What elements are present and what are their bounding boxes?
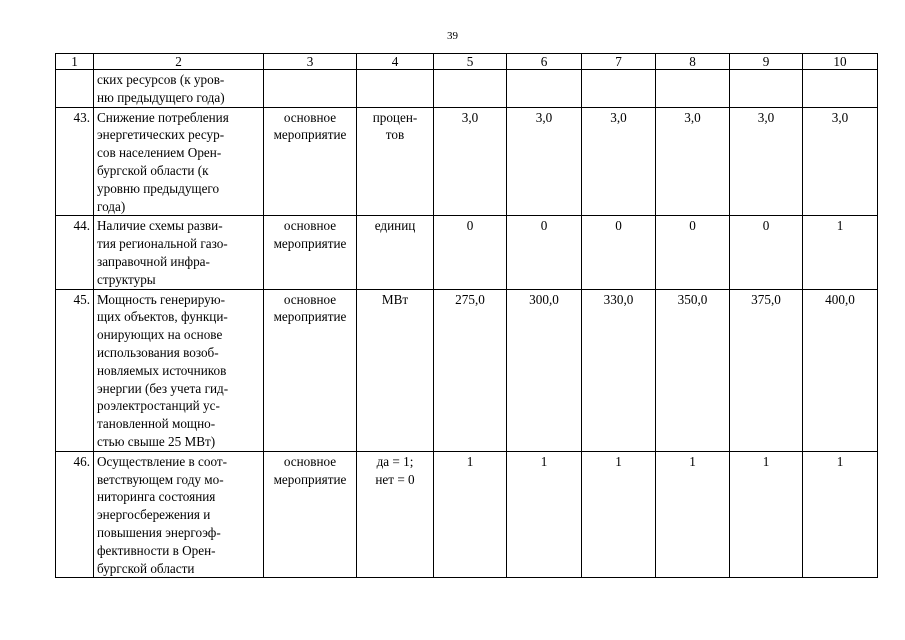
indicator-name-cell [94, 107, 264, 216]
value-cell: 1 [507, 451, 582, 578]
page-number: 39 [447, 30, 458, 42]
cell-line: энергии (без учета гид- [97, 380, 229, 396]
cell-line: энергосбережения и [97, 507, 211, 523]
header-cell: 5 [434, 54, 507, 70]
cell-line: бургской области [97, 560, 195, 576]
header-cell: 3 [264, 54, 357, 70]
cell-line: основное [283, 218, 337, 234]
value-cell: 0 [434, 216, 507, 289]
cell-line: ских ресурсов (к уров- [97, 72, 225, 87]
row-number-cell: 44. [56, 216, 94, 289]
value-cell: 1 [656, 451, 730, 578]
value-cell: 3,0 [582, 107, 656, 216]
value-cell: 1 [730, 451, 803, 578]
cell-line: структуры [97, 271, 156, 287]
cell-line: энергетических ресур- [97, 127, 225, 143]
cell-line: ниторинга состояния [97, 489, 216, 505]
value-cell: 1 [582, 451, 656, 578]
value-cell: 0 [582, 216, 656, 289]
unit-cell [357, 70, 434, 108]
measure-type-cell [264, 216, 357, 289]
cell-line: да = 1; [376, 453, 414, 469]
value-cell: 1 [434, 451, 507, 578]
value-cell [803, 70, 878, 108]
cell-line: повышения энергоэф- [97, 524, 221, 540]
indicator-name-cell [94, 289, 264, 451]
header-row [56, 54, 878, 70]
cell-line: заправочной инфра- [97, 253, 210, 269]
cell-line: тановленной мощно- [97, 416, 216, 432]
cell-line: основное [283, 291, 337, 307]
value-cell [434, 70, 507, 108]
value-cell: 1 [803, 451, 878, 578]
value-cell: 3,0 [656, 107, 730, 216]
cell-line: стью свыше 25 МВт) [97, 433, 216, 449]
value-cell: 3,0 [730, 107, 803, 216]
value-cell: 350,0 [656, 289, 730, 451]
value-cell [730, 70, 803, 108]
row-number-cell: 46. [56, 451, 94, 578]
indicator-name-cell [94, 451, 264, 578]
header-cell: 4 [357, 54, 434, 70]
value-cell: 0 [507, 216, 582, 289]
value-cell: 1 [803, 216, 878, 289]
value-cell: 3,0 [803, 107, 878, 216]
cell-line: мероприятие [273, 127, 347, 143]
value-cell: 3,0 [434, 107, 507, 216]
cell-line: щих объектов, функци- [97, 309, 228, 325]
header-cell: 9 [730, 54, 803, 70]
header-cell: 2 [94, 54, 264, 70]
row-number-cell [56, 70, 94, 108]
cell-line: ню предыдущего года) [97, 89, 225, 105]
cell-line: МВт [381, 291, 409, 307]
cell-line: использования возоб- [97, 344, 219, 360]
cell-line: процен- [372, 109, 418, 125]
measure-type-cell [264, 451, 357, 578]
measure-type-cell [264, 70, 357, 108]
header-cell: 6 [507, 54, 582, 70]
table-body [56, 54, 878, 578]
cell-line: тов [385, 127, 405, 143]
header-cell: 8 [656, 54, 730, 70]
table-row [56, 70, 878, 108]
cell-line: уровню предыдущего [97, 180, 220, 196]
unit-cell [357, 289, 434, 451]
measure-type-cell [264, 107, 357, 216]
unit-cell [357, 451, 434, 578]
value-cell: 275,0 [434, 289, 507, 451]
cell-line: Наличие схемы разви- [97, 218, 223, 234]
measure-type-cell [264, 289, 357, 451]
indicator-name-cell [94, 70, 264, 108]
cell-line: сов населением Орен- [97, 145, 222, 161]
cell-line: Снижение потребления [97, 109, 229, 125]
value-cell: 375,0 [730, 289, 803, 451]
value-cell: 400,0 [803, 289, 878, 451]
cell-line: бургской области (к [97, 162, 209, 178]
cell-line: года) [97, 198, 126, 214]
value-cell [656, 70, 730, 108]
cell-line: основное [283, 109, 337, 125]
value-cell: 300,0 [507, 289, 582, 451]
cell-line: онирующих на основе [97, 327, 223, 343]
cell-line: мероприятие [273, 309, 347, 325]
unit-cell [357, 216, 434, 289]
table-row [56, 216, 878, 289]
value-cell [582, 70, 656, 108]
cell-line: роэлектростанций ус- [97, 398, 220, 414]
cell-line: ветствующем году мо- [97, 471, 224, 487]
table-row [56, 289, 878, 451]
row-number-cell: 43. [56, 107, 94, 216]
indicator-name-cell [94, 216, 264, 289]
header-cell: 1 [56, 54, 94, 70]
value-cell: 330,0 [582, 289, 656, 451]
cell-line: новляемых источников [97, 362, 227, 378]
cell-line: Осуществление в соот- [97, 453, 228, 469]
cell-line: мероприятие [273, 236, 347, 252]
table-row [56, 451, 878, 578]
value-cell: 3,0 [507, 107, 582, 216]
value-cell [507, 70, 582, 108]
cell-line: Мощность генерирую- [97, 291, 225, 307]
header-cell: 10 [803, 54, 878, 70]
indicators-table [55, 53, 878, 578]
value-cell: 0 [656, 216, 730, 289]
cell-line: единиц [374, 218, 416, 234]
cell-line: мероприятие [273, 471, 347, 487]
unit-cell [357, 107, 434, 216]
cell-line: фективности в Орен- [97, 542, 216, 558]
cell-line: нет = 0 [375, 471, 415, 487]
value-cell: 0 [730, 216, 803, 289]
row-number-cell: 45. [56, 289, 94, 451]
header-cell: 7 [582, 54, 656, 70]
cell-line: основное [283, 453, 337, 469]
table-row [56, 107, 878, 216]
cell-line: тия региональной газо- [97, 236, 228, 252]
